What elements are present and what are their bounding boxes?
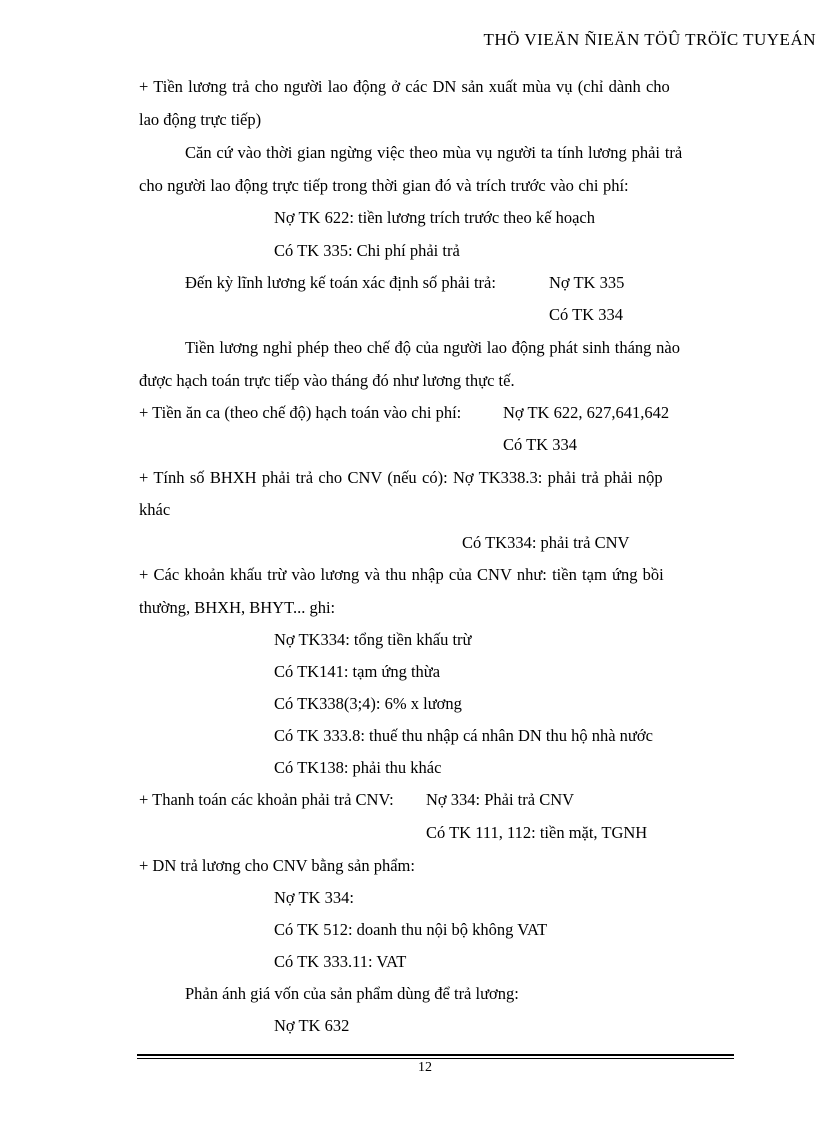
text-line: Phản ánh giá vốn của sản phẩm dùng để trả lương:	[185, 984, 519, 1003]
footer-divider-thin	[137, 1058, 734, 1059]
text-line: cho người lao động trực tiếp trong thời gian đó và trích trước vào chi phí:	[139, 176, 629, 195]
text-line: + DN trả lương cho CNV bằng sản phẩm:	[139, 856, 415, 875]
text-line: khác	[139, 500, 171, 519]
text-line: Đến kỳ lĩnh lương kế toán xác định số phải trả:	[185, 273, 496, 292]
text-line: Tiền lương nghỉ phép theo chế độ của người lao động phát sinh tháng nào	[185, 338, 680, 357]
text-line: Có TK334: phải trả CNV	[462, 533, 630, 552]
text-line: Nợ TK 622, 627,641,642	[503, 403, 670, 422]
text-line: Có TK 334	[549, 305, 623, 324]
text-line: + Các khoản khấu trừ vào lương và thu nhập của CNV như: tiền tạm ứng bồi	[139, 565, 664, 584]
text-line: Có TK 111, 112: tiền mặt, TGNH	[426, 823, 648, 842]
text-line: Có TK 334	[503, 435, 577, 454]
page-number: 12	[418, 1060, 432, 1075]
text-line: Nợ TK 334:	[274, 888, 354, 907]
text-line: Nợ TK 335	[549, 273, 625, 292]
text-line: + Tiền lương trả cho người lao động ở các DN sản xuất mùa vụ (chỉ dành cho	[139, 77, 670, 96]
page-header: THÖ VIEÄN ÑIEÄN TÖÛ TRÖÏC TUYEÁN	[483, 30, 816, 49]
text-line: Có TK338(3;4): 6% x lương	[274, 694, 462, 713]
text-line: lao động trực tiếp)	[139, 110, 262, 129]
text-line: Nợ 334: Phải trả CNV	[426, 790, 575, 809]
text-line: được hạch toán trực tiếp vào tháng đó như lương thực tế.	[139, 371, 515, 390]
text-line: Nợ TK334: tổng tiền khấu trừ	[274, 630, 472, 649]
text-line: Có TK 333.11: VAT	[274, 952, 407, 971]
text-line: Căn cứ vào thời gian ngừng việc theo mùa vụ người ta tính lương phải trả	[185, 143, 683, 162]
text-line: + Tiền ăn ca (theo chế độ) hạch toán vào chi phí:	[139, 403, 462, 422]
text-line: Có TK141: tạm ứng thừa	[274, 662, 441, 681]
text-line: Có TK 333.8: thuế thu nhập cá nhân DN thu hộ nhà nước	[274, 726, 653, 745]
text-line: Có TK 335: Chi phí phải trả	[274, 241, 460, 260]
footer-divider-thick	[137, 1054, 734, 1056]
text-line: Có TK138: phải thu khác	[274, 758, 442, 777]
text-line: + Thanh toán các khoản phải trả CNV:	[139, 790, 394, 809]
text-line: Nợ TK 632	[274, 1016, 350, 1035]
text-line: Nợ TK 622: tiền lương trích trước theo kế hoạch	[274, 208, 595, 227]
text-line: + Tính số BHXH phải trả cho CNV (nếu có): Nợ TK338.3: phải trả phải nộp	[139, 468, 663, 487]
text-line: thường, BHXH, BHYT... ghi:	[139, 598, 336, 617]
text-line: Có TK 512: doanh thu nội bộ không VAT	[274, 920, 548, 939]
